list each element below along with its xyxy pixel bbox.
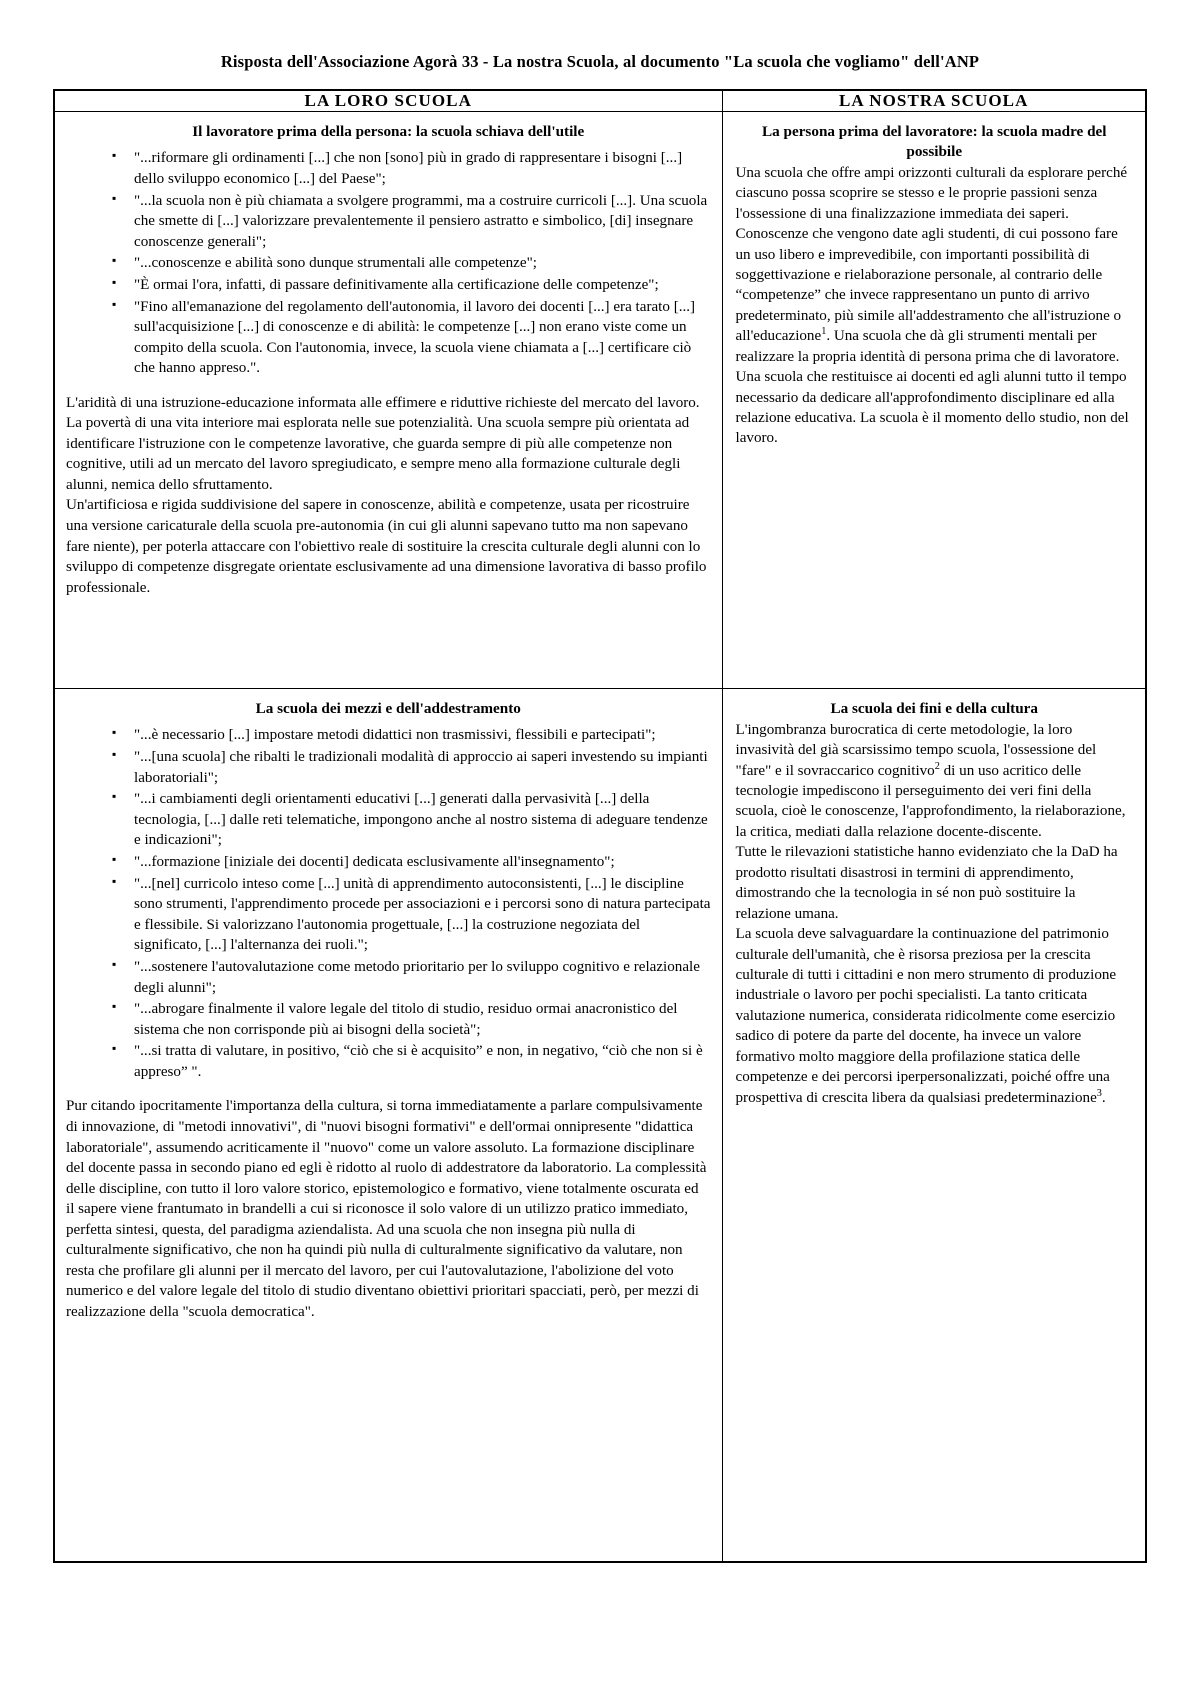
section-2-right-paragraph-2: Tutte le rilevazioni statistiche hanno evidenziato che la DaD ha prodotto risultati disastrosi in termini di apprendimento, dimostrando che la tecnologia in sé non può sostituire la relazione umana. [735,844,1118,922]
section-2-right-p3-after-note: . [1101,1089,1106,1106]
list-item: ▪ "...si tratta di valutare, in positivo, “ciò che si è acquisito” e non, in negativo, “ciò che non si è appreso” ". [112,1041,711,1082]
section-2-right-text-before-note: L'ingombranza burocratica di certe metodologie, la loro invasività del già scarsissimo tempo scuola, l'ossessione del "fare" e il sovraccarico cognitivo [735,721,1097,779]
section-1-left-paragraph-1: L'aridità di una istruzione-educazione informata alle effimere e riduttive richieste del mercato del lavoro. La povertà di una vita interiore mai esplorata nelle sue potenzialità. Una scuola sempre più orientata ad identificare l'istruzione con le competenze lavorative, che guarda sempre di più alle competenze non cognitive, utili ad un mercato del lavoro spregiudicato, e sempre meno alla formazione culturale degli alunni, nemica dello sfruttamento. [66,394,700,493]
section-1-right-text-after-note: . Una scuola che dà gli strumenti mentali per realizzare la propria identità di persona prima che di lavoratore. Una scuola che restituisce ai docenti ed agli alunni tutto il tempo necessario da dedicare all'approfondimento disciplinare ed alla relazione educativa. La scuola è il momento dello studio, non del lavoro. [735,328,1129,447]
section-1-left-paragraph-2: Un'artificiosa e rigida suddivisione del sapere in conoscenze, abilità e competenze, usata per ricostruire una versione caricaturale della scuola pre-autonomia (in cui gli alunni sapevano tutto ma non sapevano fare niente), per poterla attaccare con l'obiettivo reale di sostituire la crescita culturale degli alunni con lo sviluppo di competenze disgregate orientate esclusivamente ad una dimensione lavorativa di basso profilo professionale. [66,497,707,596]
section-2-left-cell [54,688,722,1562]
section-2-left-quote-list [66,725,711,1082]
list-item: ▪ "...riformare gli ordinamenti [...] che non [sono] più in grado di rappresentare i bisogni [...] dello sviluppo economico [...] del Paese"; [112,148,711,189]
table-row [54,688,1146,1562]
section-2-right-paragraph-3 [736,924,1134,1108]
list-item: ▪ "...[nel] curricolo inteso come [...] unità di apprendimento autoconsistenti, [...] le discipline sono strumenti, l'apprendimento procede per associazioni e i percorsi sono di natura partecipata e flessibile. Si valorizzano l'autonomia progettuale, [...] la costruzione negoziata del significato, [...] l'alternanza dei ruoli."; [112,874,711,956]
list-item: ▪ "...sostenere l'autovalutazione come metodo prioritario per lo sviluppo cognitivo e relazionale degli alunni"; [112,957,711,998]
list-item: ▪ "...conoscenze e abilità sono dunque strumentali alle competenze"; [112,253,711,274]
section-2-right-paragraph-1 [736,720,1134,843]
section-2-left-heading: La scuola dei mezzi e dell'addestramento [255,699,521,717]
list-item: ▪ "...[una scuola] che ribalti le tradizionali modalità di approccio ai saperi investendo su impianti laboratoriali"; [112,747,711,788]
footnote-marker-3: 3 [1096,1087,1102,1099]
list-item: ▪ "Fino all'emanazione del regolamento dell'autonomia, il lavoro dei docenti [...] era tarato [...] sull'acquisizione [...] di conoscenze e di abilità: le competenze [...] non erano viste come un compito della scuola. Con l'autonomia, invece, la scuola viene chiamata a [...] certificare ciò che hanno appreso.". [112,297,711,379]
column-header-our-school: LA NOSTRA SCUOLA [722,90,1146,112]
footnote-marker-1: 1 [821,326,827,338]
comparison-table [53,89,1147,1563]
list-item: ▪ "...è necessario [...] impostare metodi didattici non trasmissivi, flessibili e partecipati"; [112,725,711,746]
section-1-right-heading: La persona prima del lavoratore: la scuola madre del possibile [761,122,1107,160]
table-header-row [54,90,1146,112]
section-1-left-quote-list [66,148,711,379]
footnote-marker-2: 2 [934,760,940,772]
list-item: ▪ "...i cambiamenti degli orientamenti educativi [...] generati dalla pervasività [...] della tecnologia, [...] dalle reti telematiche, impongono anche al nostro sistema di adeguare tendenze e indicazioni"; [112,789,711,851]
section-1-left-cell [54,111,722,688]
section-2-right-cell [722,688,1146,1562]
list-item: ▪ "È ormai l'ora, infatti, di passare definitivamente alla certificazione delle competenze"; [112,275,711,296]
list-item: ▪ "...la scuola non è più chiamata a svolgere programmi, ma a costruire curricoli [...]. Una scuola che smette di [...] valorizzare prevalentemente il pensiero astratto e simbolico, [di] insegnare conoscenze generali"; [112,191,711,253]
column-header-their-school: LA LORO SCUOLA [54,90,722,112]
section-1-left-heading: Il lavoratore prima della persona: la scuola schiava dell'utile [192,122,585,140]
section-2-right-text-after-note: di un uso acritico delle tecnologie impediscono il perseguimento dei veri fini della scuola, cioè le conoscenze, l'approfondimento, la rielaborazione, la critica, mediati dalla relazione docente-discente. [735,762,1126,840]
section-1-right-text-before-note: Una scuola che offre ampi orizzonti culturali da esplorare perché ciascuno possa scoprire se stesso e le proprie passioni senza l'ossessione di una finalizzazione immediata dei saperi. Conoscenze che vengono date agli studenti, di cui possono fare un uso libero e imprevedibile, con importanti possibilità di soggettivazione e rielaborazione personale, al contrario delle “competenze” che invece rappresentano un punto di arrivo predeterminato, più simile all'addestramento che all'istruzione o all'educazione [735,164,1128,345]
section-1-right-paragraph [736,163,1134,449]
list-item: ▪ "...formazione [iniziale dei docenti] dedicata esclusivamente all'insegnamento"; [112,852,711,873]
list-item: ▪ "...abrogare finalmente il valore legale del titolo di studio, residuo ormai anacronistico del sistema che non corrisponde più ai bisogni della società"; [112,999,711,1040]
section-2-right-heading: La scuola dei fini e della cultura [830,699,1039,717]
section-2-left-paragraph-1: Pur citando ipocritamente l'importanza della cultura, si torna immediatamente a parlare compulsivamente di innovazione, di "metodi innovativi", di "nuovi bisogni formativi" e dell'ormai onnipresente "didattica laboratoriale", assumendo acriticamente il "nuovo" come un valore assoluto. La formazione disciplinare del docente passa in secondo piano ed egli è ridotto al ruolo di addestratore da laboratorio. La complessità delle discipline, con tutto il loro valore storico, epistemologico e formativo, viene totalmente oscurata ed il sapere viene frantumato in brandelli a cui si riconosce il solo valore di un utilizzo pratico immediato, perfetta sintesi, questa, del paradigma aziendalista. Ad una scuola che non insegna più nulla di culturalmente significativo, che non ha quindi più nulla di culturalmente significativo da valutare, non resta che profilare gli alunni per il mercato del lavoro, per cui l'autovalutazione, l'abolizione del voto numerico e del valore legale del titolo di studio diventano obiettivi prioritari spacciati, però, per mezzi di realizzazione della "scuola democratica". [66,1098,707,1320]
section-2-right-p3-before-note: La scuola deve salvaguardare la continuazione del patrimonio culturale dell'umanità, che è risorsa preziosa per la crescita culturale di tutti i cittadini e non mero strumento di produzione industriale o lavoro per pochi specialisti. La tanto criticata valutazione numerica, considerata ridicolmente come esercizio sadico di potere da parte del docente, ha invece un valore formativo molto maggiore della profilazione statica delle competenze e dei percorsi iperpersonalizzati, poiché offre una prospettiva di crescita libera da qualsiasi predeterminazione [735,926,1117,1106]
section-1-right-cell [722,111,1146,688]
table-row [54,111,1146,688]
page-title: Risposta dell'Associazione Agorà 33 - La nostra Scuola, al documento "La scuola che vogliamo" dell'ANP [220,52,980,71]
